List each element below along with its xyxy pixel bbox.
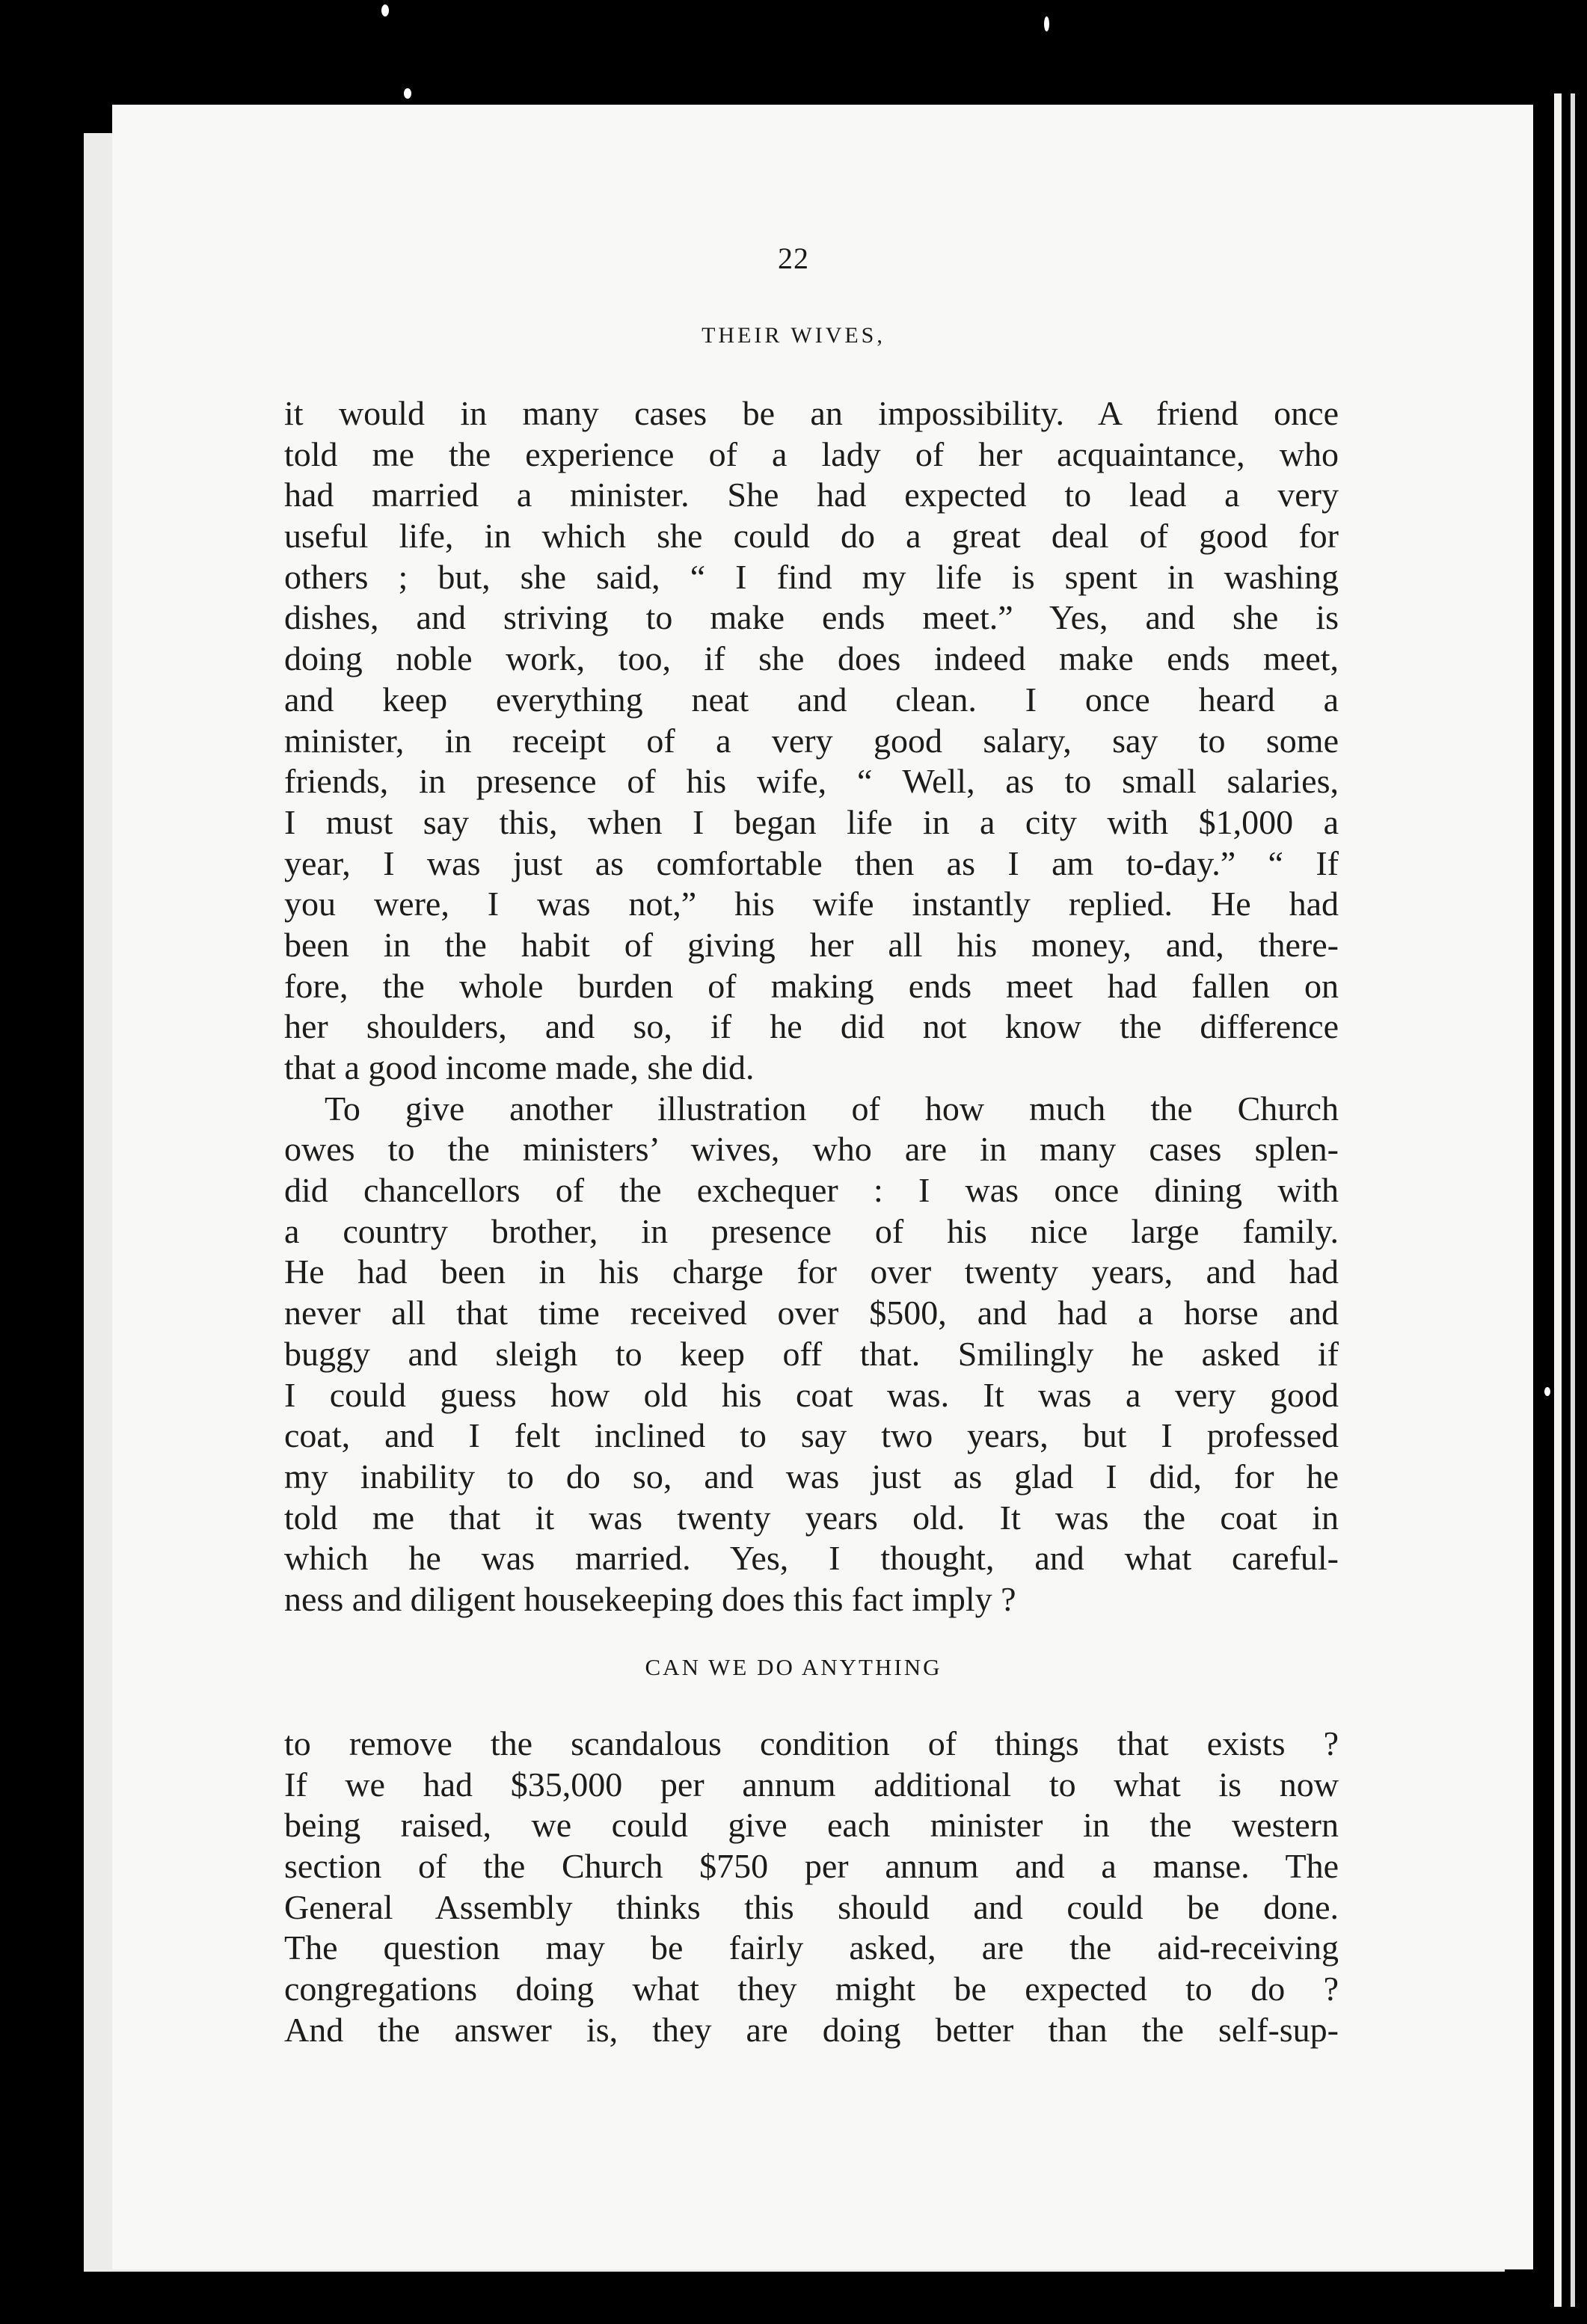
text-line: owes to the ministers’ wives, who are in many cases splen-: [284, 1130, 1339, 1169]
text-line: General Assembly thinks this should and could be done.: [284, 1887, 1339, 1926]
section-heading: CAN WE DO ANYTHING: [645, 1654, 942, 1680]
text-line: coat, and I felt inclined to say two years, but I professed: [284, 1416, 1339, 1455]
text-line: If we had $35,000 per annum additional to what is now: [284, 1765, 1339, 1804]
text-line: I could guess how old his coat was. It was a very good: [284, 1375, 1339, 1414]
scan-speck: [381, 4, 389, 16]
text-line: it would in many cases be an impossibility. A friend once: [284, 394, 1339, 432]
text-line: to remove the scandalous condition of things that exists ?: [284, 1724, 1339, 1762]
text-line: minister, in receipt of a very good salary, say to some: [284, 721, 1339, 760]
text-line: He had been in his charge for over twenty years, and had: [284, 1252, 1339, 1291]
page-number: 22: [778, 242, 809, 275]
scan-speck: [404, 88, 411, 99]
text-line: And the answer is, they are doing better than the self-sup-: [284, 2010, 1339, 2049]
text-line: others ; but, she said, “ I find my life is spent in washing: [284, 557, 1339, 596]
text-line: I must say this, when I began life in a city with $1,000 a: [284, 802, 1339, 841]
text-line: you were, I was not,” his wife instantly replied. He had: [284, 885, 1339, 923]
text-line: fore, the whole burden of making ends meet had fallen on: [284, 966, 1339, 1005]
text-line: useful life, in which she could do a great deal of good for: [284, 517, 1339, 556]
text-line: a country brother, in presence of his nice large family.: [284, 1211, 1339, 1250]
text-line: ness and diligent housekeeping does this fact imply ?: [284, 1579, 1016, 1618]
text-line: been in the habit of giving her all his money, and, there-: [284, 925, 1339, 964]
text-line: buggy and sleigh to keep off that. Smilingly he asked if: [284, 1334, 1339, 1373]
text-line: To give another illustration of how much the Church: [325, 1089, 1339, 1128]
text-line: told me the experience of a lady of her acquaintance, who: [284, 434, 1339, 473]
text-line: The question may be fairly asked, are the aid-receiving: [284, 1928, 1339, 1967]
text-line: and keep everything neat and clean. I once heard a: [284, 680, 1339, 719]
text-line: told me that it was twenty years old. It was the coat in: [284, 1498, 1339, 1537]
text-line: congregations doing what they might be expected to do ?: [284, 1970, 1339, 2008]
text-line: friends, in presence of his wife, “ Well, as to small salaries,: [284, 762, 1339, 801]
body-text-block-2: [284, 1724, 1339, 2051]
text-line: which he was married. Yes, I thought, and what careful-: [284, 1539, 1339, 1578]
text-line: never all that time received over $500, and had a horse and: [284, 1294, 1339, 1332]
text-line: doing noble work, too, if she does indeed make ends meet,: [284, 639, 1339, 678]
text-line: year, I was just as comfortable then as I am to-day.” “ If: [284, 843, 1339, 882]
text-line: section of the Church $750 per annum and a manse. The: [284, 1847, 1339, 1886]
text-line: being raised, we could give each minister in the western: [284, 1806, 1339, 1845]
text-line: had married a minister. She had expected to lead a very: [284, 476, 1339, 514]
page-edge-shadow: [1571, 93, 1575, 2307]
text-line: her shoulders, and so, if he did not know the difference: [284, 1007, 1339, 1046]
text-line: my inability to do so, and was just as glad I did, for he: [284, 1457, 1339, 1495]
text-line: did chancellors of the exchequer : I was once dining with: [284, 1171, 1339, 1210]
text-line: that a good income made, she did.: [284, 1048, 755, 1086]
scan-speck: [1544, 1387, 1550, 1396]
text-line: dishes, and striving to make ends meet.” Yes, and she is: [284, 598, 1339, 637]
page-edge: [1554, 93, 1562, 2307]
body-text-block-1: [284, 393, 1339, 1620]
scan-speck: [1044, 16, 1049, 31]
running-head: THEIR WIVES,: [702, 323, 885, 348]
